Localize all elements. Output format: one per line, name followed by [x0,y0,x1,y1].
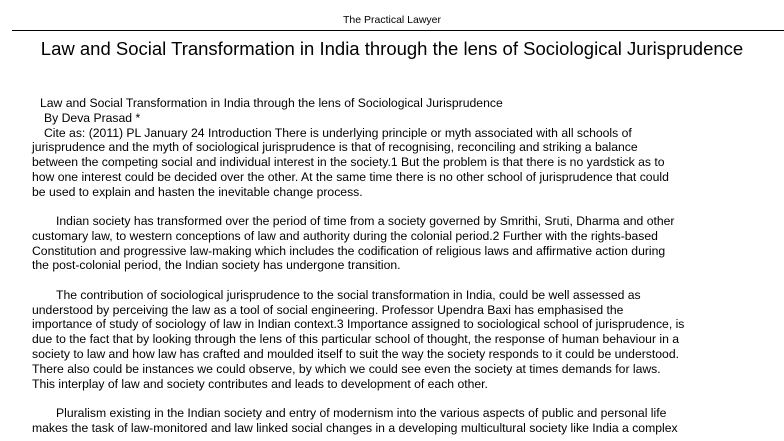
paragraph-line: be used to explain and hasten the inevitable change process. [32,184,363,199]
paragraph-line: jurisprudence and the myth of sociological jurisprudence is that of recognising, reconciling and striking a balance [32,140,638,155]
document-author: By Deva Prasad * [44,110,141,125]
paragraph [32,287,784,392]
paragraph-line: makes the task of law-monitored and law linked social changes in a developing multicultural society like India a complex [32,420,678,435]
paragraph-line: Constitution and progressive law-making which includes the codification of religious laws and affirmative action during [32,243,666,258]
paragraph-spacer [40,391,784,406]
paragraph-line: This interplay of law and society contributes and leads to development of each other. [32,376,488,391]
paragraph-line: understood by perceiving the law as a tool of social engineering. Professor Upendra Baxi has emphasised the [32,302,624,317]
paragraph [32,214,784,273]
paragraph-line: how one interest could be decided over the other. At the same time there is no other school of jurisprudence that could [32,169,669,184]
paragraph-line: Indian society has transformed over the period of time from a society governed by Smrithi, Sruti, Dharma and other [56,214,675,229]
header-divider [12,30,784,31]
paragraph [32,405,784,436]
document-subtitle: Law and Social Transformation in India through the lens of Sociological Jurisprudence [40,96,503,110]
document-title: Law and Social Transformation in India through the lens of Sociological Jurisprudence [40,38,744,59]
paragraph-line: The contribution of sociological jurisprudence to the social transformation in India, could be well assessed as [56,287,641,302]
paragraph-line: importance of study of sociology of law in Indian context.3 Importance assigned to sociological school of jurisprudence, is [32,317,685,332]
paragraph-line: Cite as: (2011) PL January 24 Introduction There is underlying principle or myth associated with all schools of [44,125,632,140]
paragraph-line: customary law, to western conceptions of law and authority during the colonial period.2 Further with the rights-based [32,228,658,243]
document-body [32,96,784,435]
paragraph-line: Pluralism existing in the Indian society and entry of modernism into the various aspects of public and personal life [56,405,667,420]
paragraph-line: between the competing social and individual interest in the society.1 But the problem is that there is no yardstick as to [32,155,665,170]
paragraph-line: There also could be instances we could observe, by which we could see even the society at times demands for laws. [32,361,661,376]
paragraph-spacer [40,273,784,288]
paragraph-line: due to the fact that by looking through the lens of this particular school of thought, the response of human behaviour in a [32,332,680,347]
paragraph-line: the post-colonial period, the Indian society has undergone transition. [32,258,401,273]
paragraph-line: society to law and how law has crafted and moulded itself to suit the way the society responds to it could be understood. [32,346,679,361]
paragraph-spacer [40,200,784,215]
paragraph [32,125,784,200]
running-header: The Practical Lawyer [342,14,442,26]
